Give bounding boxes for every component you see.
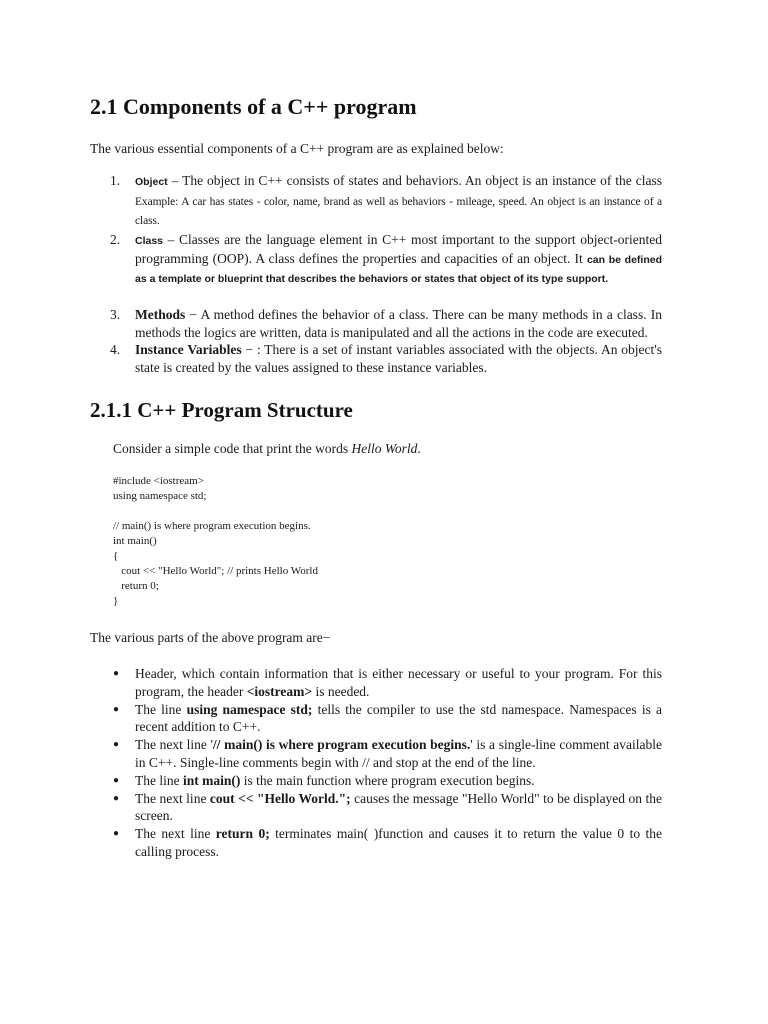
bullet-icon: ●: [113, 703, 120, 715]
document-page: [90, 92, 662, 861]
list-item: [90, 772, 662, 790]
bullet-icon: ●: [113, 792, 120, 804]
bullet-icon: ●: [113, 668, 120, 679]
list-number: 3.: [110, 307, 121, 322]
consider-paragraph: [90, 440, 662, 458]
list-item: [90, 825, 662, 861]
list-item: [90, 736, 662, 772]
list-item: [90, 790, 662, 826]
item-text-post: is the main function where program execution begins.: [240, 772, 535, 788]
list-number: 4.: [110, 342, 121, 357]
list-item-object: [90, 172, 662, 231]
item-text-bold: <iostream>: [246, 683, 313, 699]
term-separator: −: [241, 342, 257, 357]
item-text-pre: The next line ': [135, 737, 213, 753]
item-text-bold: using namespace std;: [186, 701, 313, 717]
item-text: Classes are the language element in C++ most important to the support object-oriented programming (OOP). A class defines the properties and capacities of an object. It: [135, 231, 662, 266]
item-text-post: causes the message "Hello World" to be displayed on the screen.: [135, 790, 662, 824]
list-spacer: [90, 288, 662, 306]
item-text-pre: The line: [135, 772, 183, 788]
item-text: A method defines the behavior of a class. There can be many methods in a class. In methods the logics are written, data is manipulated and all the actions in the code are executed.: [135, 307, 662, 340]
item-text: : There is a set of instant variables associated with the objects. An object's state is created by the values assigned to these instance variables.: [135, 342, 662, 375]
code-block: #include <iostream> using namespace std; // main() is where program execution begins. int main() { cout << "Hello World"; // prints Hello World return 0; }: [113, 475, 318, 607]
term-separator: –: [163, 231, 180, 247]
term-instance-variables: Instance Variables: [135, 342, 242, 357]
item-continued-text: can be defined as a template or blueprint that describes the behaviors or states that object of its type support.: [135, 254, 662, 285]
bullet-icon: ●: [113, 739, 120, 751]
list-number: 2.: [110, 231, 121, 247]
item-text-bold: return 0;: [215, 826, 270, 842]
item-example-text: Example: A car has states - color, name, brand as well as behaviors - mileage, speed. An object is an instance of a class.: [135, 195, 662, 227]
item-text-post: is needed.: [312, 683, 370, 699]
list-item-class: [90, 231, 662, 289]
list-item: [90, 665, 662, 701]
list-item: [90, 701, 662, 737]
term-object: Object: [135, 176, 168, 188]
bullet-icon: ●: [113, 828, 120, 840]
item-text-post: tells the compiler to use the std namespace. Namespaces is a recent addition to C++.: [135, 701, 663, 735]
item-text-bold: int main(): [182, 772, 241, 788]
item-text-bold: // main() is where program execution begins.: [212, 737, 471, 753]
list-item-instance-variables: [90, 341, 662, 376]
item-text-pre: The next line: [135, 826, 216, 842]
consider-suffix: .: [417, 441, 421, 456]
intro-paragraph: The various essential components of a C++ program are as explained below:: [90, 141, 504, 156]
term-class: Class: [135, 234, 164, 247]
list-item-methods: [90, 306, 662, 341]
item-text-pre: The line: [135, 701, 187, 717]
term-separator: −: [185, 307, 201, 322]
item-text-pre: The next line: [135, 790, 210, 806]
item-text-post: terminates main( )function and causes it to return the value 0 to the calling process.: [135, 826, 662, 859]
list-number: 1.: [110, 173, 121, 188]
item-text-post: ' is a single-line comment available in C++. Single-line comments begin with // and stop at the end of the line.: [135, 737, 662, 770]
term-methods: Methods: [135, 307, 186, 322]
item-text-pre: Header, which contain information that is either necessary or useful to your program. For this program, the header: [135, 666, 662, 699]
item-text: The object in C++ consists of states and behaviors. An object is an instance of the class: [182, 173, 662, 188]
item-text-bold: cout << "Hello World.";: [209, 790, 351, 806]
section-heading-components: 2.1 Components of a C++ program: [90, 94, 417, 119]
components-list: [90, 172, 662, 376]
section-heading-program-structure: 2.1.1 C++ Program Structure: [90, 398, 353, 422]
consider-prefix: Consider a simple code that print the words: [113, 441, 352, 456]
term-separator: –: [167, 173, 183, 188]
bullet-icon: ●: [113, 774, 120, 786]
parts-list: [90, 665, 662, 861]
hello-world-italic: Hello World: [351, 441, 418, 456]
parts-intro: The various parts of the above program are−: [90, 630, 331, 645]
